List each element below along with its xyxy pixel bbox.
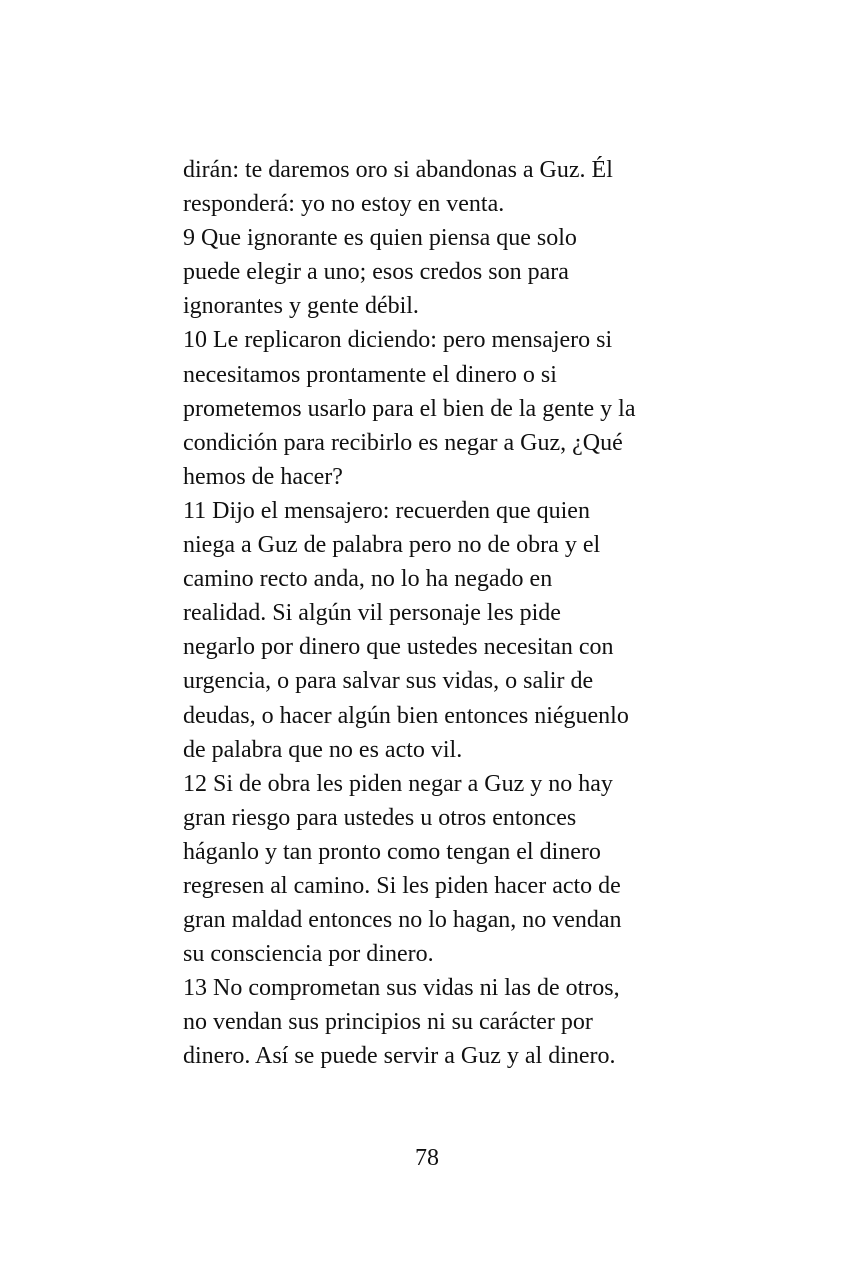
text-line: responderá: yo no estoy en venta. [183,191,505,218]
text-line: necesitamos prontamente el dinero o si [183,361,557,388]
body-text [183,153,636,1074]
text-line: háganlo y tan pronto como tengan el dinero [183,838,601,865]
text-line: prometemos usarlo para el bien de la gente y la [183,395,636,422]
text-line: regresen al camino. Si les piden hacer acto de [183,872,621,899]
text-line: dirán: te daremos oro si abandonas a Guz. Él [183,157,613,183]
text-line: negarlo por dinero que ustedes necesitan con [183,634,614,661]
text-line: deudas, o hacer algún bien entonces niéguenlo [183,702,629,729]
text-line: 13 No comprometan sus vidas ni las de otros, [183,975,620,1002]
text-line: no vendan sus principios ni su carácter por [183,1009,593,1036]
text-line: 10 Le replicaron diciendo: pero mensajero si [183,327,613,354]
text-line: de palabra que no es acto vil. [183,736,463,763]
text-line: gran maldad entonces no lo hagan, no vendan [183,907,622,934]
text-line: puede elegir a uno; esos credos son para [183,259,569,286]
text-line: realidad. Si algún vil personaje les pide [183,600,561,627]
text-line: 11 Dijo el mensajero: recuerden que quien [183,497,590,524]
text-line: 9 Que ignorante es quien piensa que solo [183,225,577,252]
text-line: su consciencia por dinero. [183,941,434,968]
text-line: condición para recibirlo es negar a Guz, ¿Qué [183,429,623,456]
page-number: 78 [415,1145,439,1171]
text-line: 12 Si de obra les piden negar a Guz y no hay [183,770,613,797]
text-line: hemos de hacer? [183,463,343,490]
text-line: camino recto anda, no lo ha negado en [183,566,553,593]
text-line: dinero. Así se puede servir a Guz y al dinero. [183,1043,616,1070]
text-line: niega a Guz de palabra pero no de obra y el [183,532,601,559]
text-line: gran riesgo para ustedes u otros entonces [183,804,577,831]
text-line: urgencia, o para salvar sus vidas, o salir de [183,668,594,695]
text-line: ignorantes y gente débil. [183,293,419,320]
